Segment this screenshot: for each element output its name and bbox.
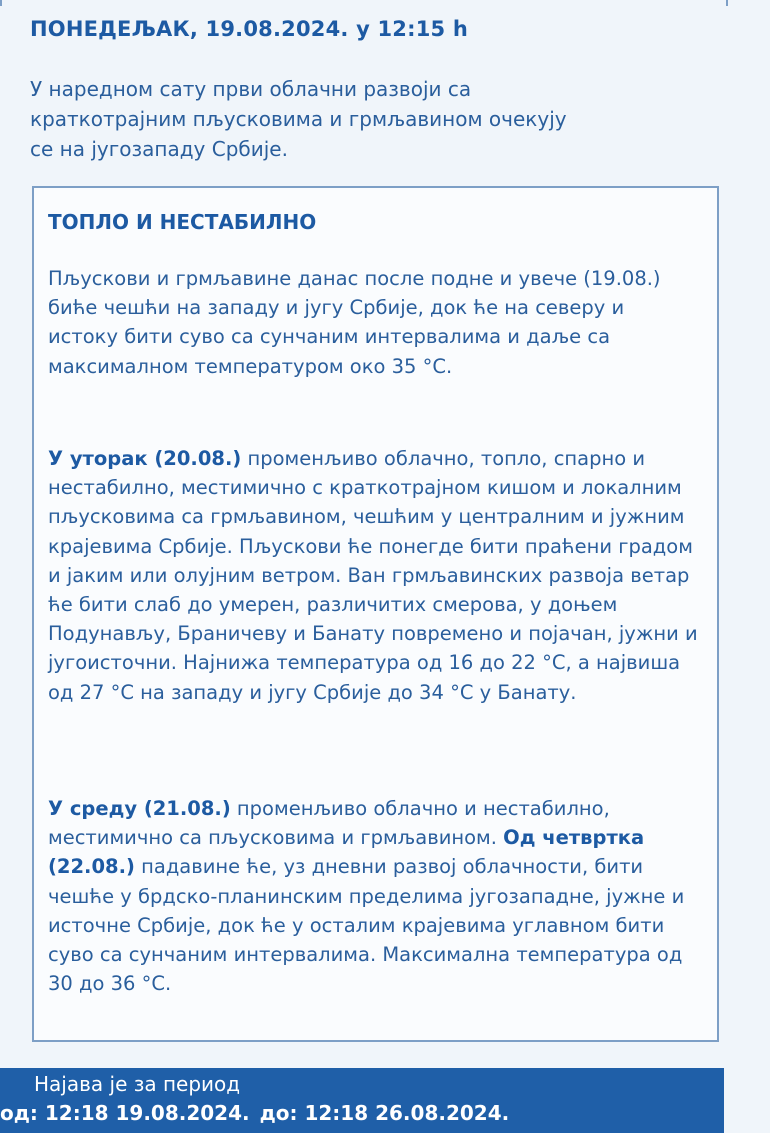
date-heading: ПОНЕДЕЉАК, 19.08.2024. у 12:15 h xyxy=(30,17,468,41)
forecast-wednesday xyxy=(48,794,708,998)
wednesday-label: У среду (21.08.) xyxy=(48,797,231,820)
thursday-text: падавине ће, уз дневни развој облачности, бити чешће у брдско-планинским пределима југозападне, јужне и источне Србије, док ће у осталим крајевима углавном бити суво са сунчаним интервалима. Максимална температура од 30 до 36 °C. xyxy=(48,855,685,996)
thursday-label: Од четвртка (22.08.) xyxy=(48,826,645,879)
validity-footer xyxy=(0,1068,724,1133)
forecast-box xyxy=(32,186,719,1042)
forecast-title: ТОПЛО И НЕСТАБИЛНО xyxy=(48,210,317,234)
from-value: 12:18 19.08.2024. xyxy=(44,1101,250,1125)
to-label: до: xyxy=(259,1101,298,1125)
wednesday-text: променљиво облачно и нестабилно, местимично са пљусковима и грмљавином. xyxy=(48,797,610,850)
nowcast-text: У наредном сату први облачни развоји са краткотрајним пљусковима и грмљавином очекују се на југозападу Србије. xyxy=(30,77,567,161)
period-label: Најава је за период xyxy=(34,1072,241,1096)
forecast-today: Пљускови и грмљавине данас после подне и увече (19.08.) биће чешћи на западу и југу Србије, док ће на северу и истоку бити суво са сунчаним интервалима и даље са максималном температуром око 35 °C. xyxy=(48,267,661,378)
to-value: 12:18 26.08.2024. xyxy=(304,1101,510,1125)
tuesday-label: У уторак (20.08.) xyxy=(48,447,242,470)
from-label: од: xyxy=(0,1101,38,1125)
tuesday-text: променљиво облачно, топло, спарно и нестабилно, местимично с краткотрајном кишом и локалним пљусковима са грмљавином, чешћим у централним и јужним крајевима Србије. Пљускови ће понегде бити праћени градом и јаким или олујним ветром. Ван грмљавинских развоја ветар ће бити слаб до умерен, различитих смерова, у доњем Подунављу, Браничеву и Банату повремено и појачан, јужни и југоисточни. Најнижа температура од 16 до 22 °C, а највиша од 27 °C на западу и југу Србије до 34 °C у Банату. xyxy=(48,447,698,704)
period-range xyxy=(0,1101,509,1125)
forecast-tuesday xyxy=(48,444,708,707)
top-border xyxy=(0,0,728,6)
